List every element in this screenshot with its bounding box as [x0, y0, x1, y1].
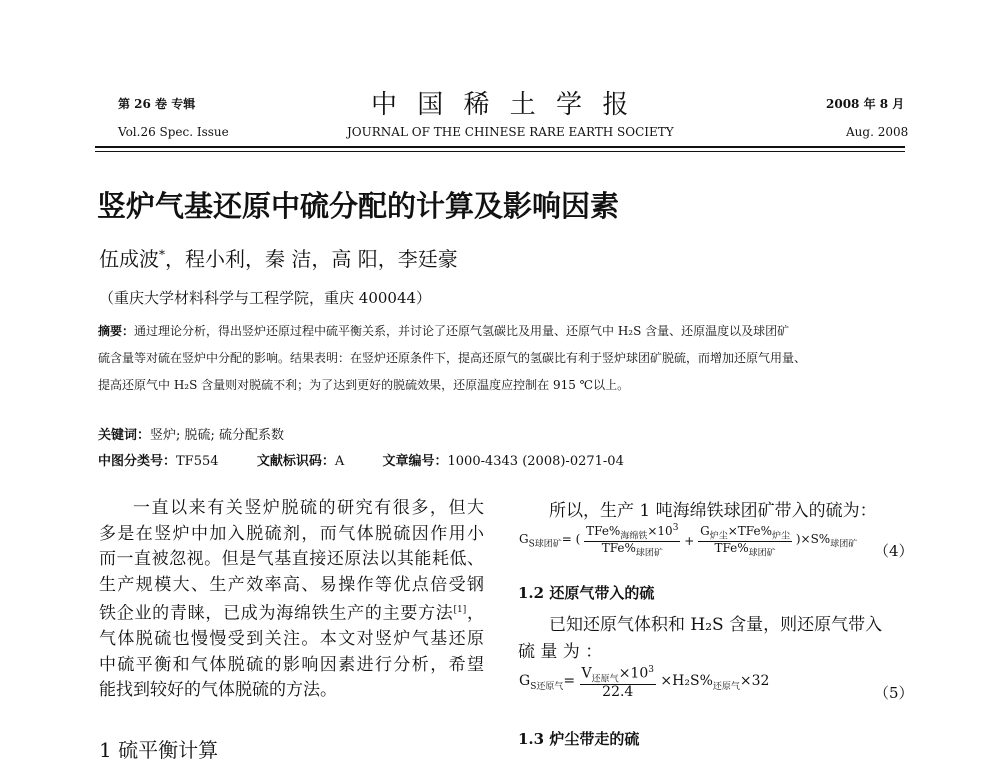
citation-1[interactable]: [1]: [453, 605, 467, 615]
doc-code-label: 文献标识码：: [256, 454, 335, 469]
keywords-label: 关键词：: [98, 428, 151, 443]
journal-title-cn: 中 国 稀 土 学 报: [371, 90, 635, 120]
intro-line-1: 一直以来有关竖炉脱硫的研究有很多，但大: [133, 498, 484, 518]
abstract-line-2: 硫含量等对硫在竖炉中分配的影响。结果表明：在竖炉还原条件下，提高还原气的氢碳比有利于竖炉球团矿脱硫，而增加还原气用量、: [98, 351, 807, 365]
abstract-line-1: 通过理论分析，得出竖炉还原过程中硫平衡关系，并讨论了还原气氢碳比及用量、还原气中 H₂S 含量、还原温度以及球团矿: [134, 324, 790, 338]
intro-line-4: 生产规模大、生产效率高、易操作等优点倍受钢: [99, 574, 484, 595]
abstract-label: 摘要：: [98, 324, 135, 338]
doc-code-value: A: [334, 454, 345, 469]
section-1-2-line-1: 已知还原气体积和 H₂S 含量，则还原气带入: [549, 615, 883, 635]
intro-line-5: 铁企业的青睐，已成为海绵铁生产的主要方法[1]，: [99, 603, 485, 624]
eq5-fraction: $\frac{V_{还原气}\times 10^3}{22.4}$: [581, 665, 654, 701]
date-cn: 2008 年 8 月: [826, 97, 905, 111]
clc-label: 中图分类号：: [98, 454, 177, 469]
equation-4: $G_{S球团矿}=$ ( $\frac{TFe\%_{海绵铁}\times 10^3}{TFe\%_{球团矿}}$ + $\frac{G_{炉尘}\times TFe\%_{炉尘}}{TFe\%_{球团矿}}$ )$\times S\%_{球团矿}$: [519, 523, 858, 559]
date-en: Aug. 2008: [846, 125, 909, 139]
equation-5-number: （5）: [874, 684, 914, 702]
abstract-line-3: 提高还原气中 H₂S 含量则对脱硫不利；为了达到更好的脱硫效果，还原温度应控制在 915 ℃以上。: [98, 378, 630, 392]
intro-line-8: 能找到较好的气体脱硫的方法。: [99, 680, 337, 701]
journal-title-en: JOURNAL OF THE CHINESE RARE EARTH SOCIETY: [347, 125, 674, 139]
right-intro: 所以，生产 1 吨海绵铁球团矿带入的硫为：: [549, 501, 877, 521]
header-rule-thin: [95, 151, 905, 152]
keywords: [98, 424, 284, 443]
intro-line-3: 而一直被忽视。但是气基直接还原法以其能耗低、: [99, 549, 484, 569]
section-1-2-heading: 1.2 还原气带入的硫: [518, 584, 655, 602]
eq4-fraction-2: $\frac{G_{炉尘}\times TFe\%_{炉尘}}{TFe\%_{球团矿}}$: [700, 523, 790, 559]
authors: [99, 243, 458, 272]
intro-line-7: 中硫平衡和气体脱硫的影响因素进行分析，希望: [99, 654, 484, 675]
affiliation: （重庆大学材料科学与工程学院，重庆 400044）: [99, 289, 432, 307]
article-number-label: 文章编号：: [382, 454, 448, 469]
clc-value: TF554: [176, 454, 219, 469]
abstract: [98, 318, 906, 399]
intro-paragraph: [99, 496, 484, 704]
article-title: 竖炉气基还原中硫分配的计算及影响因素: [97, 189, 620, 223]
intro-line-2: 多是在竖炉中加入脱硫剂，而气体脱硫因作用小: [99, 523, 484, 544]
equation-5: $G_{S还原气}=$ $\frac{V_{还原气}\times 10^3}{22.4}$ $\times H_2S\%_{还原气}\times 32$: [519, 665, 770, 701]
first-author: 伍成波: [99, 247, 159, 271]
intro-line-6: 气体脱硫也慢慢受到关注。本文对竖炉气基还原: [99, 629, 484, 650]
equation-4-number: （4）: [874, 542, 914, 560]
corresponding-mark: *: [159, 247, 165, 262]
section-1-2-line-2: 硫 量 为 ：: [518, 642, 603, 662]
classification: [98, 450, 624, 469]
other-authors: ，程小利，秦 洁，高 阳，李廷豪: [165, 247, 458, 271]
keywords-value: 竖炉; 脱硫; 硫分配系数: [150, 428, 285, 443]
header-rule-thick: [95, 146, 905, 148]
volume-cn: 第 26 卷 专辑: [118, 97, 196, 111]
section-1-3-heading: 1.3 炉尘带走的硫: [518, 730, 640, 748]
article-number-value: 1000-4343 (2008)-0271-04: [447, 454, 624, 469]
section-1-heading: 1 硫平衡计算: [99, 738, 219, 762]
volume-en: Vol.26 Spec. Issue: [118, 125, 229, 139]
eq4-fraction-1: $\frac{TFe\%_{海绵铁}\times 10^3}{TFe\%_{球团矿}}$: [586, 523, 679, 559]
